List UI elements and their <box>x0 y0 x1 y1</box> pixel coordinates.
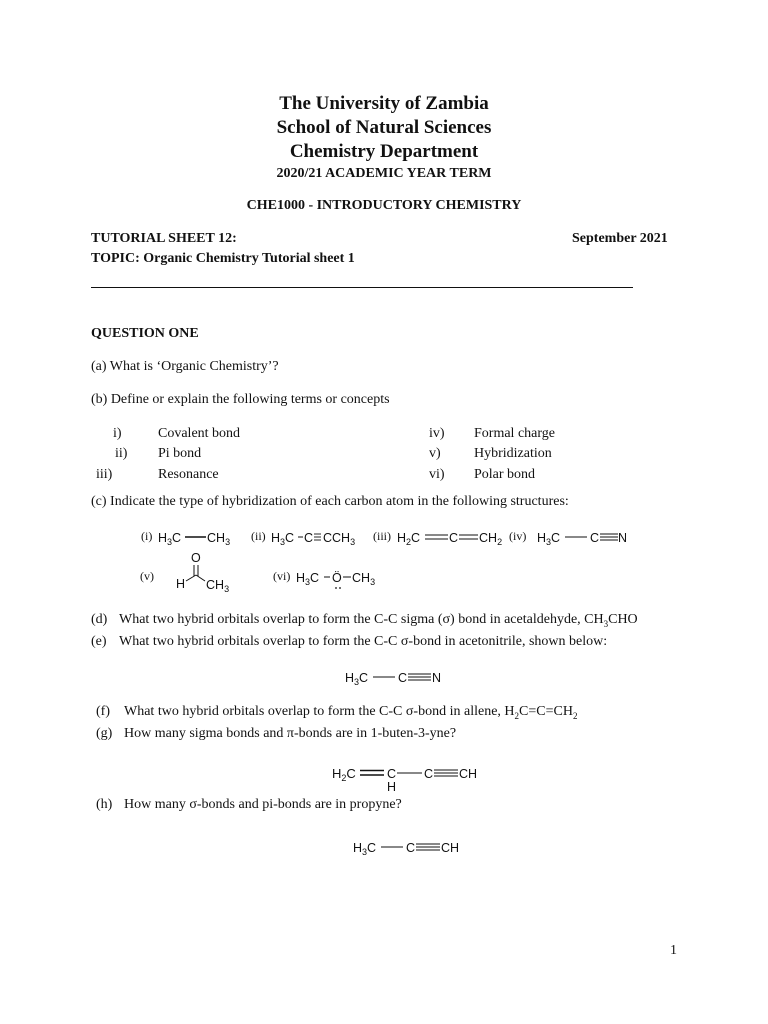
department-title: Chemistry Department <box>289 141 479 162</box>
term-text: Polar bond <box>474 467 536 482</box>
svg-text:C: C <box>424 767 434 781</box>
divider <box>91 287 633 288</box>
course-title: CHE1000 - INTRODUCTORY CHEMISTRY <box>246 198 522 213</box>
svg-text:C: C <box>449 531 459 545</box>
term-text: Formal charge <box>474 426 555 441</box>
term-number: vi) <box>429 467 445 482</box>
structure-allene <box>397 527 512 547</box>
university-title: The University of Zambia <box>279 93 489 114</box>
svg-text:CH2: $CH_2$ <box>479 531 503 547</box>
structure-propyne <box>353 837 468 857</box>
structure-propyne-condensed <box>271 527 371 547</box>
structure-ethane <box>158 527 238 547</box>
svg-text:H: H <box>387 780 397 794</box>
svg-text:CH3: $CH_3$ <box>207 531 231 547</box>
svg-text:O: O <box>191 551 201 565</box>
term-text: Covalent bond <box>158 426 241 441</box>
svg-text:H3C: $H_3C$ <box>271 531 295 547</box>
structure-label-v: (v) <box>140 569 154 583</box>
svg-text:Ö: Ö <box>332 571 342 585</box>
svg-text:C: C <box>387 767 397 781</box>
svg-text:N: N <box>432 671 442 685</box>
question-e-label: (e) <box>91 634 107 649</box>
topic: TOPIC: Organic Chemistry Tutorial sheet 1 <box>91 251 355 266</box>
term-number: v) <box>429 446 441 461</box>
svg-text:H2C: $H_2C$ <box>332 766 356 783</box>
term-number: ii) <box>115 446 128 461</box>
svg-text:H3C: $H_3C$ <box>353 841 377 857</box>
term-number: iv) <box>429 426 445 441</box>
svg-text:CH: CH <box>459 767 478 781</box>
question-h-label: (h) <box>96 797 113 812</box>
svg-text:CH3: $CH_3$ <box>206 578 230 594</box>
svg-text:H3C: $H_3C$ <box>345 671 369 687</box>
question-b: (b) Define or explain the following terms or concepts <box>91 392 390 407</box>
svg-text:H3C: $H_3C$ <box>158 531 182 547</box>
structure-label-iii: (iii) <box>373 529 391 543</box>
structure-dimethyl-ether <box>296 566 391 592</box>
term-text: Pi bond <box>158 446 202 461</box>
question-f: What two hybrid orbitals overlap to form the C-C σ-bond in allene, $H_2C=C=CH_2$ <box>124 704 578 721</box>
structure-acetonitrile <box>345 667 450 687</box>
question-e: What two hybrid orbitals overlap to form the C-C σ-bond in acetonitrile, shown below: <box>119 634 608 649</box>
page-number: 1 <box>670 943 677 958</box>
svg-text:CH: CH <box>441 841 460 855</box>
structure-label-iv: (iv) <box>509 529 527 543</box>
term-text: Resonance <box>158 467 219 482</box>
question-g: How many sigma bonds and π-bonds are in 1-buten-3-yne? <box>124 726 457 741</box>
term-number: i) <box>113 426 122 441</box>
svg-text:N: N <box>618 531 628 545</box>
term-number: iii) <box>96 467 113 482</box>
svg-text:CCH3: $CCH_3$ <box>323 531 356 547</box>
structure-label-ii: (ii) <box>251 529 266 543</box>
structure-label-i: (i) <box>141 529 153 543</box>
svg-text:C: C <box>304 531 314 545</box>
svg-text:CH3: $CH_3$ <box>352 571 376 587</box>
question-a: (a) What is ‘Organic Chemistry’? <box>91 359 279 374</box>
question-g-label: (g) <box>96 726 113 741</box>
date: September 2021 <box>572 231 668 246</box>
svg-text:H3C: $H_3C$ <box>296 571 320 587</box>
question-f-label: (f) <box>96 704 110 719</box>
term-text: Hybridization <box>474 446 552 461</box>
school-title: School of Natural Sciences <box>276 117 492 138</box>
year-term: 2020/21 ACADEMIC YEAR TERM <box>276 166 492 181</box>
svg-text:C: C <box>590 531 600 545</box>
svg-text:C: C <box>398 671 408 685</box>
question-title: QUESTION ONE <box>91 326 199 341</box>
question-d-label: (d) <box>91 612 108 627</box>
svg-text:H: H <box>176 577 186 591</box>
question-c: (c) Indicate the type of hybridization of each carbon atom in the following structures: <box>91 494 569 509</box>
structure-1-buten-3-yne <box>332 763 492 795</box>
tutorial-sheet-label: TUTORIAL SHEET 12: <box>91 231 237 246</box>
structure-label-vi: (vi) <box>273 569 291 583</box>
svg-text:H2C: $H_2C$ <box>397 531 421 547</box>
question-h: How many σ-bonds and pi-bonds are in propyne? <box>124 797 402 812</box>
svg-text:C: C <box>406 841 416 855</box>
structure-acetaldehyde <box>172 550 242 595</box>
question-d: What two hybrid orbitals overlap to form the C-C sigma (σ) bond in acetaldehyde, $CH_3CHO$ <box>119 612 638 629</box>
structure-acetonitrile-small <box>537 527 632 547</box>
svg-text:H3C: $H_3C$ <box>537 531 561 547</box>
